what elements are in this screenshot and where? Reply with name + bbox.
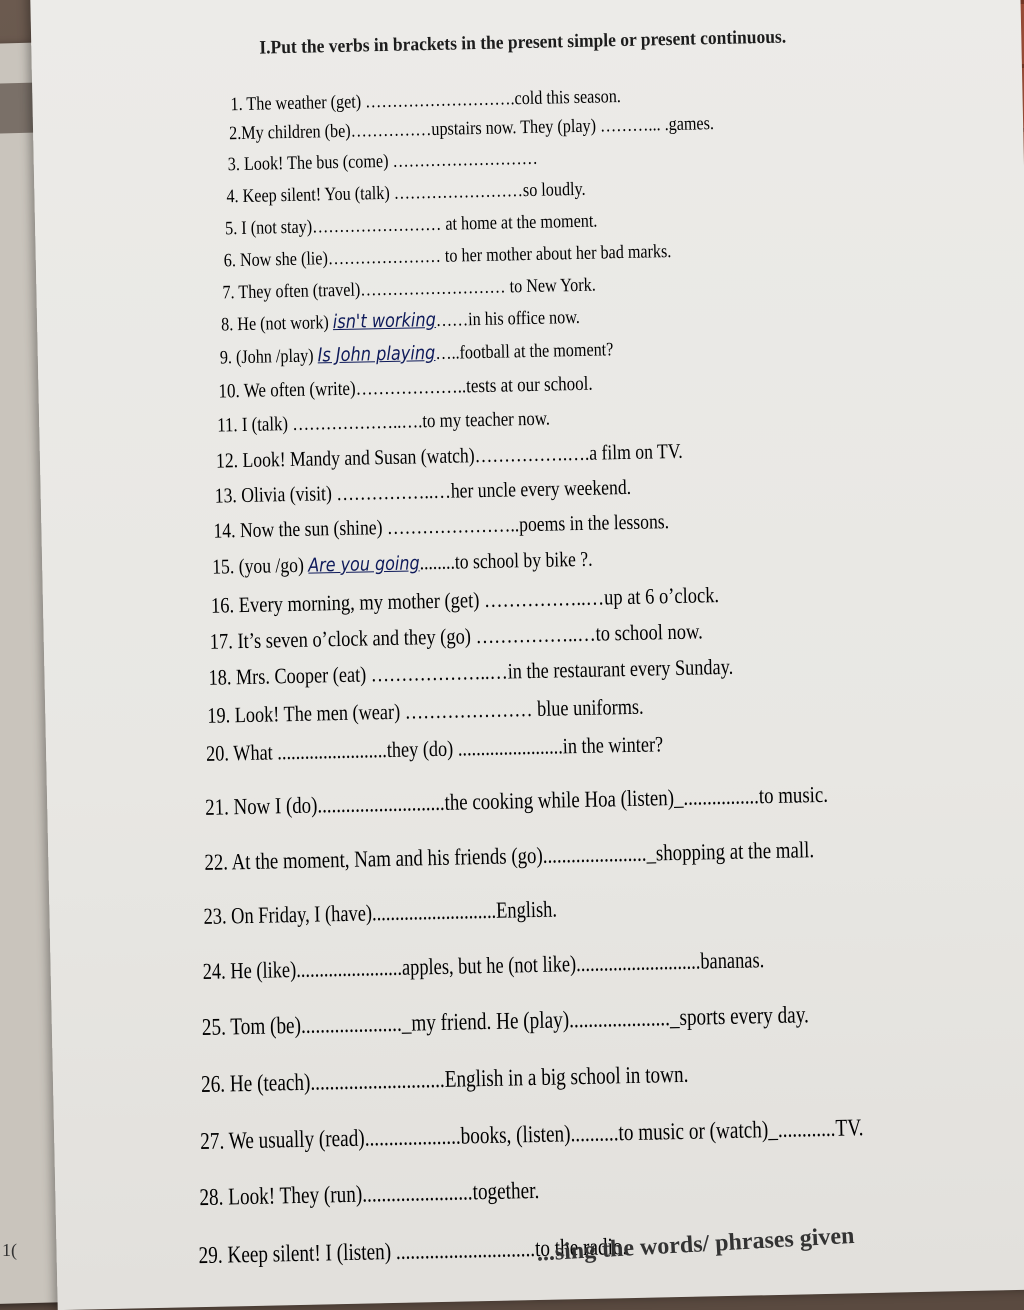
exercise-text: 5. I (not stay)…………………… at home at the moment. [224,210,598,240]
exercise-text: ……in his office now. [435,306,581,331]
exercise-text: …..football at the moment? [435,339,614,364]
exercise-item [220,338,614,369]
exercise-text: 24. He (like).......................apples, but he (not like)...........................bananas. [202,947,765,984]
handwritten-answer: Is John playing [317,341,436,367]
exercise-text: 28. Look! They (run).......................together. [199,1177,540,1212]
exercise-item [214,475,631,509]
exercise-text: 9. (John /play) [219,345,318,369]
exercise-item [228,148,538,176]
exercise-item [199,1178,539,1212]
exercise-item [213,509,669,544]
edge-mark: 1( [2,1240,17,1260]
worksheet-content [231,22,991,68]
exercise-item [216,439,683,474]
exercise-text: 8. He (not work) [220,312,334,336]
exercise-item [225,211,598,241]
exercise-item [211,582,720,619]
exercise-text: 19. Look! The men (wear) ………………… blue uniforms. [207,693,644,728]
exercise-text: 27. We usually (read)....................books, (listen)..........to music or (watch)_............TV. [199,1115,864,1156]
exercise-item [208,654,733,691]
worksheet-paper [30,0,1024,1310]
exercise-item [207,694,644,729]
exercise-item [222,275,596,305]
exercise-text: 11. I (talk) ………………..….to my teacher now. [217,407,551,437]
exercise-item [212,547,593,580]
exercise-item [226,179,586,209]
exercise-item [204,837,814,876]
exercise-item [203,897,557,930]
exercise-text: ........to school by bike ?. [419,546,593,575]
exercise-text: 13. Olivia (visit) ……………..…her uncle every weekend. [214,474,632,508]
exercise-item [200,1115,864,1156]
exercise-item [229,113,714,145]
exercise-text: 14. Now the sun (shine) …………………..poems in the lessons. [213,509,670,543]
exercise-item [210,618,704,654]
worksheet-title: I.Put the verbs in brackets in the present simple or present continuous. [259,26,787,59]
exercise-text: 1. The weather (get) ……………………….cold this season. [230,86,622,116]
exercise-text: 18. Mrs. Cooper (eat) ………………..…in the restaurant every Sunday. [208,653,734,690]
exercise-text: 21. Now I (do)...........................the cooking while Hoa (listen)_................to music. [204,781,829,820]
exercise-item [230,86,621,116]
exercise-text: 16. Every morning, my mother (get) ……………..…up at 6 o’clock. [210,582,720,618]
exercise-item [201,1062,689,1099]
exercise-text: 29. Keep silent! I (listen) .............................to the radio. [198,1234,628,1270]
exercise-item [218,373,593,404]
exercise-item [202,1002,810,1042]
handwritten-answer: Are you going [308,552,420,577]
exercise-text: 22. At the moment, Nam and his friends (go)......................_shopping at the mall. [204,837,815,875]
exercise-item [202,947,764,985]
exercise-item [221,306,580,337]
exercise-text: 17. It’s seven o’clock and they (go) ……………..…to school now. [209,618,703,654]
exercise-text: 23. On Friday, I (have)...........................English. [203,896,558,929]
exercise-text: 10. We often (write)………………..tests at our school. [218,372,593,403]
exercise-item [224,241,672,272]
exercise-item [205,782,828,821]
exercise-text: 25. Tom (be)....................._my friend. He (play)....................._sports every day. [201,1002,810,1041]
exercise-item [206,731,664,767]
handwritten-answer: isn't working [332,308,437,334]
exercise-text: 12. Look! Mandy and Susan (watch)…………….….a film on TV. [215,438,683,473]
exercise-text: 26. He (teach)............................English in a big school in town. [200,1061,689,1099]
exercise-text: 4. Keep silent! You (talk) ……………………so loudly. [226,178,586,208]
exercise-text: 6. Now she (lie)………………… to her mother about her bad marks. [223,240,672,272]
exercise-text: 20. What ........................they (do) .......................in the winter? [205,731,664,766]
exercise-text: 3. Look! The bus (come) ……………………… [227,147,539,176]
exercise-text: 7. They often (travel)……………………… to New York. [222,274,596,304]
exercise-text: 15. (you /go) [211,552,309,579]
exercise-text: 2.My children (be)……………upstairs now. They (play) ………... .games. [228,113,715,145]
next-section-heading: ...sing the words/ phrases given [536,1222,856,1267]
exercise-item [217,408,550,438]
